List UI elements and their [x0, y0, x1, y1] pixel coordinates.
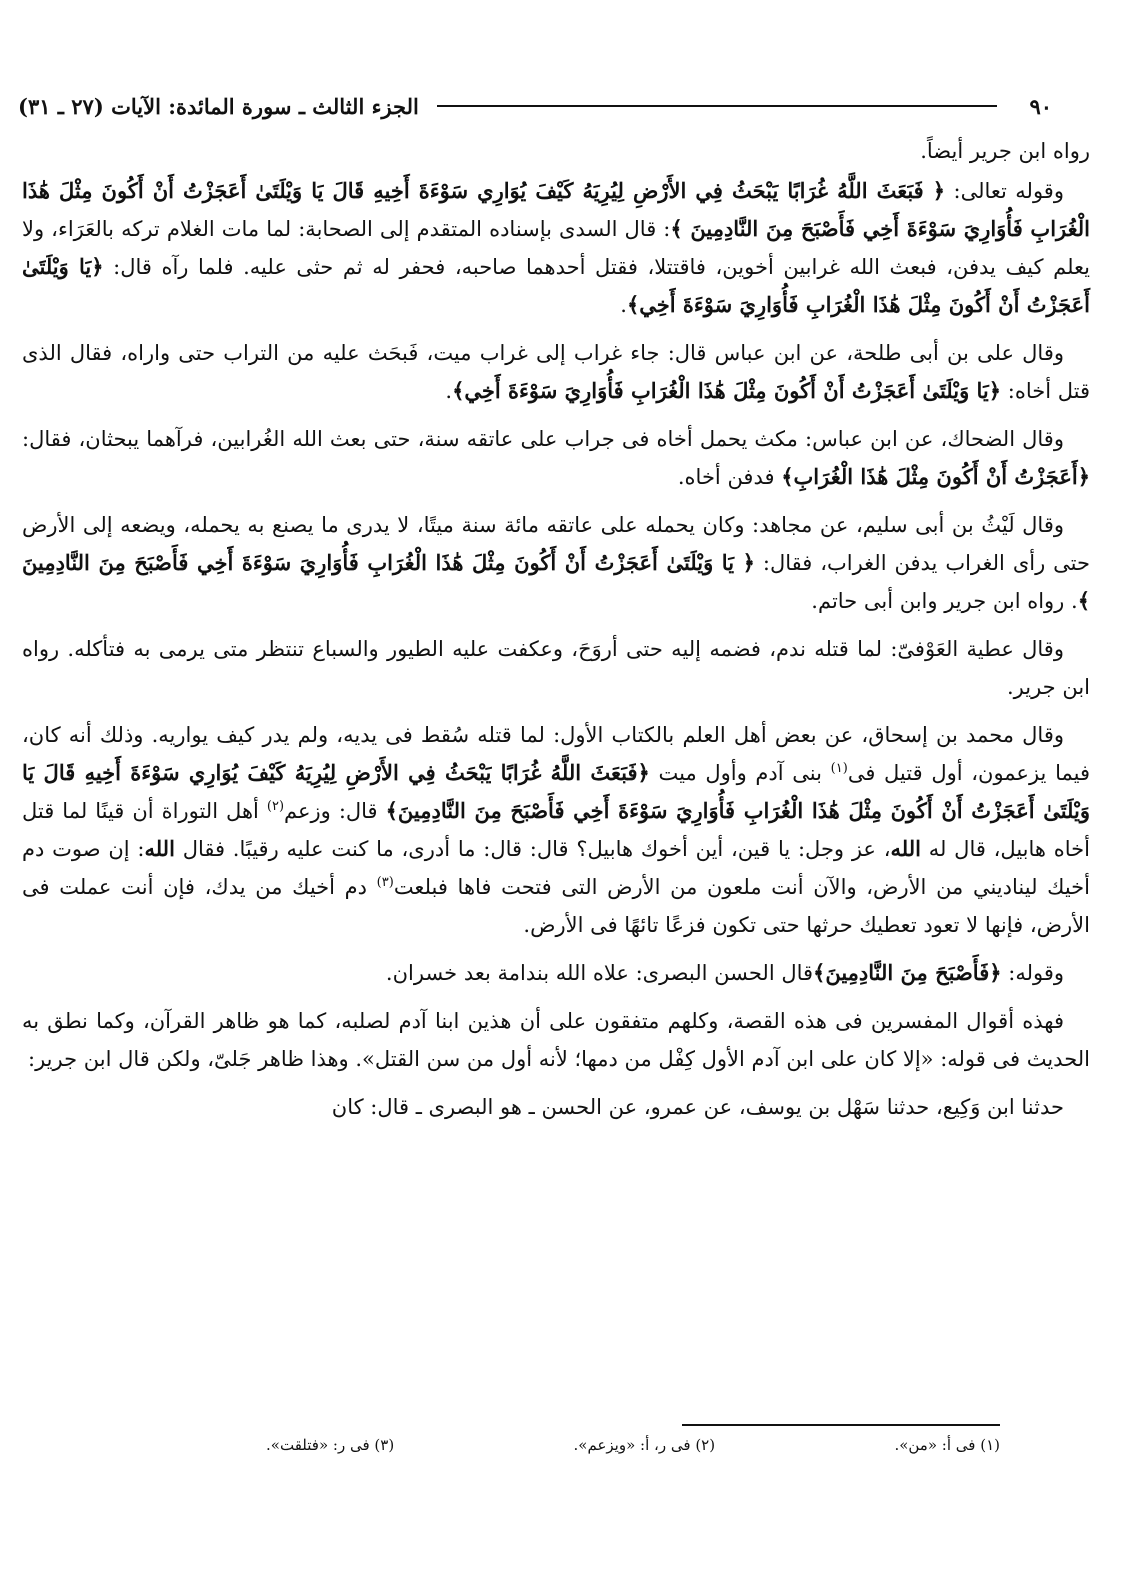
- quran-quote: ﴿يَا وَيْلَتَىٰ أَعَجَزْتُ أَنْ أَكُونَ مِثْلَ هَٰذَا الْغُرَابِ فَأُوَارِيَ سَوْءَةَ أَخِي﴾: [452, 378, 1002, 403]
- main-text: [22, 132, 1090, 1136]
- paragraph-text: وقال الضحاك، عن ابن عباس: مكث يحمل أخاه فى جراب على عاتقه سنة، حتى بعث الله الغُرابين، فرآهما يبحثان، فقال:: [22, 427, 1064, 451]
- page-header: [18, 88, 1052, 124]
- paragraph-text: دم أخيك من يدك، فإن أنت عملت فى الأرض، فإنها لا تعود تعطيك حرثها حتى تكون فزعًا تائهًا فى الأرض.: [22, 875, 1090, 937]
- paragraph-text: رواه ابن جرير أيضاً.: [920, 139, 1090, 163]
- divine-name: الله: [890, 836, 921, 861]
- quran-quote: ﴿يَا وَيْلَتَىٰ أَعَجَزْتُ أَنْ أَكُونَ مِثْلَ هَٰذَا الْغُرَابِ فَأُوَارِيَ سَوْءَةَ أَخِي﴾: [22, 254, 1090, 317]
- paragraph-text: وقال عطية العَوْفىّ: لما قتله ندم، فضمه إليه حتى أروَحَ، وعكفت عليه الطيور والسباع تنتظر متى يرمى به فتأكله. رواه ابن جرير.: [22, 637, 1090, 699]
- paragraph-text: فهذه أقوال المفسرين فى هذه القصة، وكلهم متفقون على أن هذين ابنا آدم لصلبه، كما هو ظاهر القرآن، وكما نطق به الحديث فى قوله: «إلا كان على ابن آدم الأول كِفْل من دمها؛ لأنه أول من سن القتل». وهذا ظاهر جَلىّ، ولكن قال ابن جرير:: [22, 1009, 1090, 1071]
- footnote-2: (٢) فى ر، أ: «ويزعم».: [573, 1436, 716, 1454]
- paragraph-text: فدفن أخاه.: [677, 465, 782, 489]
- footnote-3: (٣) فى ر: «فتلقت».: [266, 1436, 395, 1454]
- paragraph: [22, 630, 1090, 706]
- paragraph-text: قال: وزعم: [284, 799, 386, 823]
- footnote-marker: (٢): [266, 799, 285, 814]
- footnote-marker: (٣): [376, 875, 394, 890]
- paragraph: [22, 132, 1090, 170]
- paragraph: [22, 420, 1090, 496]
- paragraph-text: وقال محمد بن إسحاق، عن بعض أهل العلم بالكتاب الأول: لما قتله سُقط فى يديه، ولم يدر كيف يواريه. وذلك أنه كان، فيما يزعمون، أول قتيل فى: [22, 723, 1090, 785]
- quran-quote: ﴿ فَبَعَثَ اللَّهُ غُرَابًا يَبْحَثُ فِي الأَرْضِ لِيُرِيَهُ كَيْفَ يُوَارِي سَوْءَةَ أَخِيهِ قَالَ يَا وَيْلَتَىٰ أَعَجَزْتُ أَنْ أَكُونَ مِثْلَ هَٰذَا الْغُرَابِ فَأُوَارِيَ سَوْءَةَ أَخِي فَأَصْبَحَ مِنَ النَّادِمِينَ ﴾: [22, 178, 1090, 241]
- page-number: ٩٠: [1029, 93, 1052, 119]
- running-title: الجزء الثالث ـ سورة المائدة: الآيات (٢٧ ـ ٣١): [18, 93, 419, 119]
- paragraph-text: بنى آدم وأول ميت: [649, 761, 831, 785]
- paragraph-text: وقوله تعالى:: [945, 179, 1064, 203]
- footnote-rule: [682, 1424, 1000, 1426]
- paragraph-text: . رواه ابن جرير وابن أبى حاتم.: [811, 589, 1078, 613]
- paragraph: [22, 172, 1090, 324]
- quran-quote: ﴿ يَا وَيْلَتَىٰ أَعَجَزْتُ أَنْ أَكُونَ مِثْلَ هَٰذَا الْغُرَابِ فَأُوَارِيَ سَوْءَةَ أَخِي فَأَصْبَحَ مِنَ النَّادِمِينَ ﴾: [22, 550, 1090, 613]
- paragraph-text: أهل التوراة أن قينًا لما قتل أخاه هابيل، قال له: [22, 799, 1090, 861]
- paragraph-text: وقال على بن أبى طلحة، عن ابن عباس قال: جاء غراب إلى غراب ميت، فَبحَث عليه من التراب حتى واراه، فقال الذى قتل أخاه:: [22, 341, 1090, 403]
- footnotes: [266, 1436, 1000, 1464]
- paragraph-text: قال الحسن البصرى: علاه الله بندامة بعد خسران.: [385, 961, 814, 985]
- paragraph: [22, 716, 1090, 944]
- paragraph-text: .: [620, 293, 627, 317]
- paragraph-text: : إن صوت دم أخيك ليناديني من الأرض، والآن أنت ملعون من الأرض التى فتحت فاها فبلعت: [22, 837, 1090, 899]
- footnote-marker: (١): [830, 761, 848, 776]
- quran-quote: ﴿أَعَجَزْتُ أَنْ أَكُونَ مِثْلَ هَٰذَا الْغُرَابِ﴾: [781, 464, 1090, 489]
- header-rule: [437, 105, 998, 107]
- paragraph-text: ، عز وجل: يا قين، أين أخوك هابيل؟ قال: قال: ما أدرى، ما كنت عليه رقيبًا. فقال: [174, 837, 891, 861]
- paragraph: [22, 954, 1090, 992]
- paragraph-text: وقال لَيْثُ بن أبى سليم، عن مجاهد: وكان يحمله على عاتقه مائة سنة ميتًا، لا يدرى ما يصنع به يحمله، ويضعه إلى الأرض حتى رأى الغراب يدفن الغراب، فقال:: [22, 513, 1090, 575]
- quran-quote: ﴿فَأَصْبَحَ مِنَ النَّادِمِينَ﴾: [813, 960, 1002, 985]
- paragraph: [22, 1002, 1090, 1078]
- paragraph-text: حدثنا ابن وَكِيع، حدثنا سَهْل بن يوسف، عن عمرو، عن الحسن ـ هو البصرى ـ قال: كان: [331, 1095, 1064, 1119]
- quran-quote: ﴿فَبَعَثَ اللَّهُ غُرَابًا يَبْحَثُ فِي الأَرْضِ لِيُرِيَهُ كَيْفَ يُوَارِي سَوْءَةَ أَخِيهِ قَالَ يَا وَيْلَتَىٰ أَعَجَزْتُ أَنْ أَكُونَ مِثْلَ هَٰذَا الْغُرَابِ فَأُوَارِيَ سَوْءَةَ أَخِي فَأَصْبَحَ مِنَ النَّادِمِينَ﴾: [22, 760, 1090, 823]
- paragraph: [22, 1088, 1090, 1126]
- paragraph-text: .: [445, 379, 453, 403]
- paragraph-text: وقوله:: [1001, 961, 1064, 985]
- paragraph-text: : قال السدى بإسناده المتقدم إلى الصحابة: لما مات الغلام تركه بالعَرَاء، ولا يعلم كيف يدفن، فبعث الله غرابين أخوين، فاقتتلا، فقتل أحدهما صاحبه، فحفر له ثم حثى عليه. فلما رآه قال:: [22, 217, 1090, 279]
- footnote-1: (١) فى أ: «من».: [894, 1436, 1000, 1454]
- divine-name: الله: [144, 836, 175, 861]
- paragraph: [22, 506, 1090, 620]
- paragraph: [22, 334, 1090, 410]
